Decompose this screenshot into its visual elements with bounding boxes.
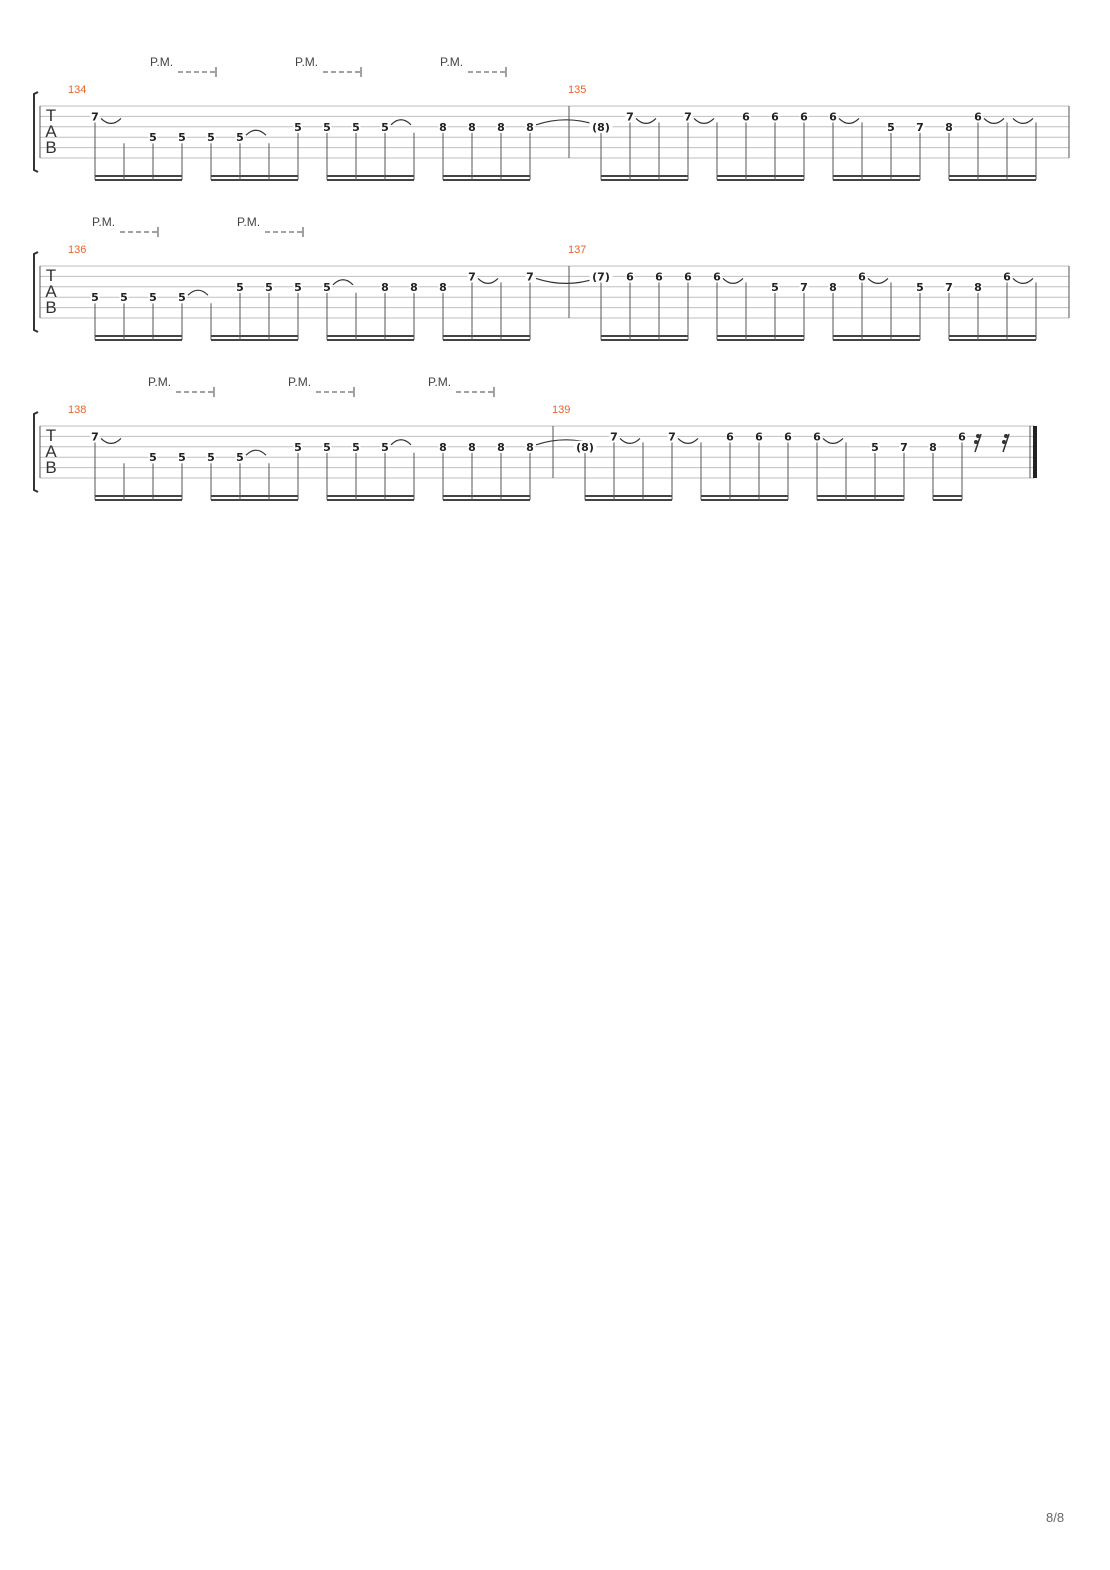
fret-number: 7 [668,430,676,444]
fret-number: 5 [149,131,157,145]
fret-number: 6 [742,110,750,124]
tie-arc [678,438,698,443]
fret-number: 6 [626,270,634,284]
fret-number: (8) [576,440,594,454]
fret-number: 5 [771,280,779,294]
palm-mute-label: P.M. [237,215,261,229]
tab-clef-letter: T [45,106,57,125]
tie-arc [188,290,208,295]
fret-number: 8 [468,120,476,134]
tie-arc [1013,118,1033,123]
fret-number: 6 [858,270,866,284]
fret-number: 6 [813,430,821,444]
fret-number: 8 [945,120,953,134]
fret-number: 8 [526,440,534,454]
fret-number: 7 [91,110,99,124]
fret-number: 6 [958,430,966,444]
tie-arc [868,278,888,283]
tie-arc [984,118,1004,123]
page-number: 8/8 [1046,1510,1065,1525]
fret-number: 6 [800,110,808,124]
tab-clef-letter: A [45,442,57,461]
palm-mute-label: P.M. [148,375,172,389]
fret-number: 5 [294,120,302,134]
tie-arc [823,438,843,443]
fret-number: 8 [468,440,476,454]
fret-number: 6 [655,270,663,284]
fret-number: 5 [323,280,331,294]
measure-number: 139 [552,404,571,416]
fret-number: 5 [178,291,186,305]
rest-flag-dot [974,440,978,444]
fret-number: 5 [265,280,273,294]
fret-number: 5 [352,440,360,454]
fret-number: 7 [900,440,908,454]
fret-number: 8 [829,280,837,294]
fret-number: 6 [726,430,734,444]
fret-number: 5 [149,291,157,305]
fret-number: 8 [526,120,534,134]
fret-number: 5 [120,291,128,305]
fret-number: 5 [207,131,215,145]
tab-clef-letter: B [45,298,57,317]
fret-number: 5 [871,440,879,454]
tie-arc [478,278,498,283]
fret-number: 7 [916,120,924,134]
fret-number: 6 [784,430,792,444]
fret-number: 7 [468,270,476,284]
palm-mute-label: P.M. [295,55,319,69]
rest-flag-dot [976,434,980,438]
fret-number: 7 [91,430,99,444]
fret-number: 5 [149,451,157,465]
tab-clef-letter: A [45,282,57,301]
fret-number: 7 [800,280,808,294]
palm-mute-label: P.M. [288,375,312,389]
fret-number: 8 [497,440,505,454]
tab-clef-letter: B [45,458,57,477]
tie-arc [101,118,121,123]
palm-mute-label: P.M. [428,375,452,389]
tie-arc [536,120,596,125]
tie-arc [1013,278,1033,283]
fret-number: (7) [592,270,610,284]
palm-mute-label: P.M. [440,55,464,69]
measure-number: 135 [568,84,587,96]
fret-number: 7 [610,430,618,444]
fret-number: 5 [236,131,244,145]
fret-number: 7 [945,280,953,294]
fret-number: 5 [916,280,924,294]
tab-clef-letter: T [45,266,57,285]
tie-arc [839,118,859,123]
fret-number: 5 [294,280,302,294]
fret-number: 5 [236,451,244,465]
fret-number: 6 [755,430,763,444]
palm-mute-label: P.M. [92,215,116,229]
fret-number: 8 [497,120,505,134]
tie-arc [391,440,411,445]
fret-number: 8 [439,280,447,294]
measure-number: 134 [68,84,87,96]
system-bracket [34,92,38,172]
tie-arc [536,278,596,283]
fret-number: 6 [684,270,692,284]
measure-number: 137 [568,244,587,256]
fret-number: 6 [771,110,779,124]
measure-number: 136 [68,244,87,256]
fret-number: 5 [381,120,389,134]
system-bracket [34,412,38,492]
tie-arc [723,278,743,283]
tie-arc [391,120,411,125]
tie-arc [620,438,640,443]
fret-number: 5 [352,120,360,134]
fret-number: 6 [829,110,837,124]
tie-arc [101,438,121,443]
rest-flag-dot [1004,434,1008,438]
fret-number: 6 [1003,270,1011,284]
tab-clef-letter: B [45,138,57,157]
fret-number: 8 [439,120,447,134]
tie-arc [636,118,656,123]
fret-number: 8 [439,440,447,454]
fret-number: 8 [974,280,982,294]
tie-arc [333,280,353,285]
system-bracket [34,252,38,332]
tie-arc [694,118,714,123]
fret-number: 6 [713,270,721,284]
tie-arc [246,450,266,455]
fret-number: 5 [91,291,99,305]
fret-number: 5 [178,131,186,145]
rest-flag-dot [1002,440,1006,444]
fret-number: 5 [323,120,331,134]
fret-number: 6 [974,110,982,124]
tab-clef-letter: T [45,426,57,445]
fret-number: 5 [381,440,389,454]
tie-arc [246,130,266,135]
palm-mute-label: P.M. [150,55,174,69]
fret-number: 5 [236,280,244,294]
fret-number: 8 [929,440,937,454]
fret-number: 5 [887,120,895,134]
fret-number: 5 [294,440,302,454]
fret-number: 7 [526,270,534,284]
fret-number: (8) [592,120,610,134]
fret-number: 5 [323,440,331,454]
tab-clef-letter: A [45,122,57,141]
fret-number: 7 [626,110,634,124]
measure-number: 138 [68,404,87,416]
fret-number: 8 [381,280,389,294]
fret-number: 7 [684,110,692,124]
fret-number: 5 [178,451,186,465]
fret-number: 8 [410,280,418,294]
fret-number: 5 [207,451,215,465]
